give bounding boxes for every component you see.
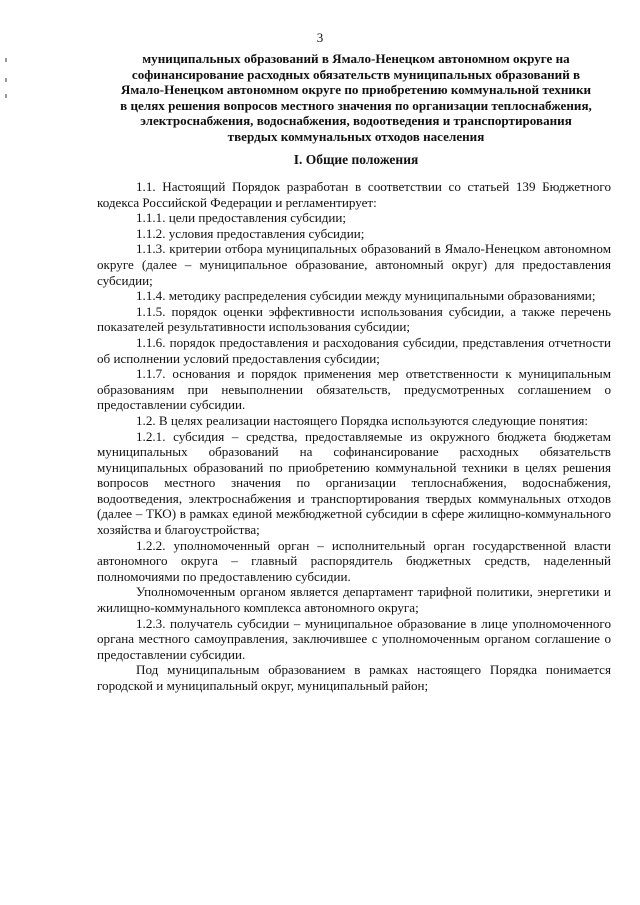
paragraph-1-1: 1.1. Настоящий Порядок разработан в соответствии со статьей 139 Бюджетного кодекса Российской Федерации и регламентирует: <box>97 179 611 210</box>
paragraph-1-1-3: 1.1.3. критерии отбора муниципальных образований в Ямало-Ненецком автономном округе (далее – муниципальное образование, автономный округ) для предоставления субсидии; <box>97 241 611 288</box>
heading-line: твердых коммунальных отходов населения <box>227 128 485 144</box>
paragraph-1-1-7: 1.1.7. основания и порядок применения мер ответственности к муниципальным образованиям при невыполнении обязательств, предусмотренных соглашением о предоставлении субсидии. <box>97 366 611 413</box>
heading-line: в целях решения вопросов местного значения по организации теплоснабжения, <box>120 97 592 113</box>
heading-line: Ямало-Ненецком автономном округе по приобретению коммунальной техники <box>120 82 592 98</box>
paragraph-1-2: 1.2. В целях реализации настоящего Порядка используются следующие понятия: <box>136 412 588 428</box>
paragraph-1-2-1: 1.2.1. субсидия – средства, предоставляемые из окружного бюджета бюджетам муниципальных образований на софинансирование расходных обязательств муниципальных образований по приобретению коммунальной техники в целях решения вопросов местного значения по организации теплоснабжения, водоснабжения, водоотведения, электроснабжения и транспортирования твердых коммунальных отходов (далее – ТКО) в рамках единой межбюджетной субсидии в сфере жилищно-коммунального хозяйства и благоустройства; <box>97 428 611 538</box>
page-number: 3 <box>316 30 324 45</box>
paragraph-municipality-definition: Под муниципальным образованием в рамках настоящего Порядка понимается городской и муниципальный округ, муниципальный район; <box>97 662 611 693</box>
paragraph-1-2-2: 1.2.2. уполномоченный орган – исполнительный орган государственной власти автономного округа – главный распорядитель бюджетных средств, наделенный полномочиями по предоставлению субсидии. <box>97 537 611 584</box>
paragraph-1-1-1: 1.1.1. цели предоставления субсидии; <box>136 210 347 226</box>
paragraph-1-1-4: 1.1.4. методику распределения субсидии между муниципальными образованиями; <box>136 288 596 304</box>
paragraph-1-1-2: 1.1.2. условия предоставления субсидии; <box>136 225 365 241</box>
document-body <box>97 179 611 694</box>
paragraph-1-2-3: 1.2.3. получатель субсидии – муниципальное образование в лице уполномоченного органа местного самоуправления, заключившее с уполномоченным органом соглашение о предоставлении субсидии. <box>97 615 611 662</box>
paragraph-authorized-body: Уполномоченным органом является департамент тарифной политики, энергетики и жилищно-коммунального комплекса автономного округа; <box>97 584 611 616</box>
scan-margin-mark <box>5 58 7 62</box>
heading-line: электроснабжения, водоснабжения, водоотведения и транспортирования <box>140 113 572 129</box>
document-heading <box>96 51 616 145</box>
section-title: I. Общие положения <box>293 152 419 167</box>
heading-line: софинансирование расходных обязательств муниципальных образований в <box>131 66 581 82</box>
paragraph-1-1-5: 1.1.5. порядок оценки эффективности использования субсидии, а также перечень показателей результативности использования субсидии; <box>97 303 611 335</box>
heading-line: муниципальных образований в Ямало-Ненецком автономном округе на <box>142 51 570 66</box>
scan-margin-mark <box>5 94 7 98</box>
paragraph-1-1-6: 1.1.6. порядок предоставления и расходования субсидии, представления отчетности об исполнении условий предоставления субсидии; <box>97 334 611 366</box>
scan-margin-mark <box>5 78 7 82</box>
